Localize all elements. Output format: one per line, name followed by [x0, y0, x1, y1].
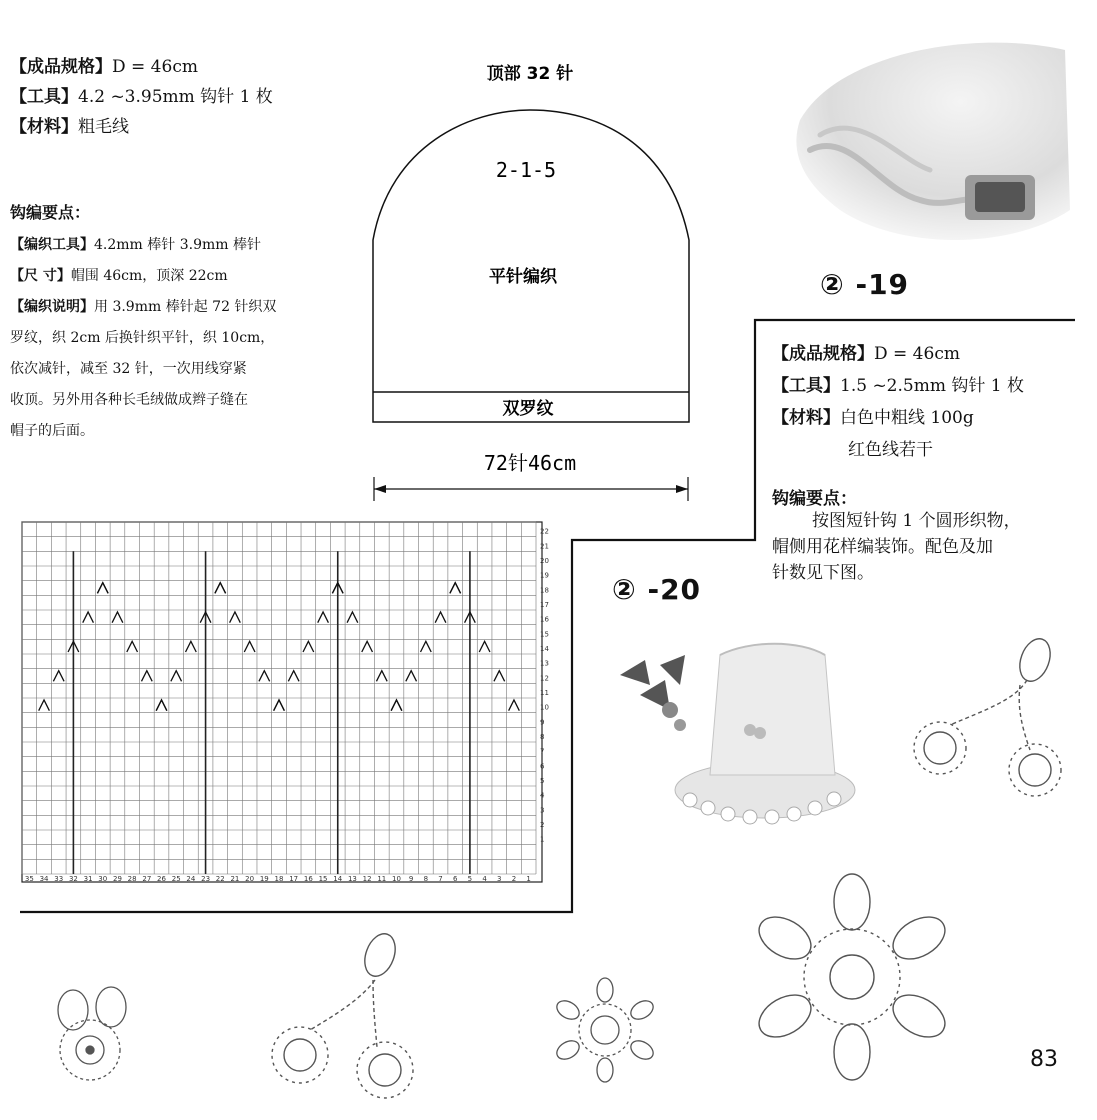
row-number: 8 — [540, 733, 545, 742]
spec-row: 【成品规格】D = 46cm — [772, 344, 960, 364]
column-number: 31 — [83, 875, 93, 883]
row-number: 1 — [540, 835, 545, 844]
body-label: 平针编织 — [489, 267, 557, 287]
row-number: 16 — [540, 615, 549, 624]
row-number: 19 — [540, 571, 549, 580]
spec-row: 【材料】白色中粗线 100g — [772, 408, 974, 428]
column-number: 2 — [511, 875, 517, 883]
row-number: 21 — [540, 542, 549, 551]
pattern-label-20: ② -20 — [612, 573, 702, 606]
spec-row: 【工具】4.2 ~3.95mm 钩针 1 枚 — [10, 87, 273, 107]
column-number: 26 — [157, 875, 166, 883]
decrease-label: 2-1-5 — [495, 158, 557, 182]
column-number: 5 — [467, 875, 473, 883]
row-number: 9 — [540, 718, 545, 727]
spec-row: 【工具】1.5 ~2.5mm 钩针 1 枚 — [772, 376, 1024, 396]
column-number: 16 — [303, 875, 313, 883]
column-number: 22 — [215, 875, 225, 883]
column-number: 32 — [68, 875, 78, 883]
row-number: 10 — [540, 703, 549, 712]
motif-circle-small — [45, 985, 145, 1095]
flower-motif-small — [550, 975, 660, 1085]
note-row: 针数见下图。 — [772, 563, 874, 583]
spec-row: 红色线若干 — [848, 440, 933, 460]
row-number: 2 — [540, 821, 545, 830]
note-row: 按图短针钩 1 个圆形织物， — [812, 511, 1021, 531]
right-notes-title: 钩编要点： — [772, 489, 857, 509]
note-row: 【尺 寸】帽围 46cm，顶深 22cm — [10, 268, 228, 284]
column-number: 30 — [98, 875, 108, 883]
column-number: 3 — [497, 875, 502, 883]
width-label: 72针46cm — [483, 451, 577, 475]
column-number: 6 — [452, 875, 458, 883]
column-number: 7 — [438, 875, 443, 883]
row-number: 4 — [540, 791, 545, 800]
note-row: 帽侧用花样编装饰。配色及加 — [772, 537, 993, 557]
page-number: 83 — [1030, 1047, 1058, 1072]
column-number: 13 — [347, 875, 357, 883]
hat-photo-19 — [780, 40, 1080, 250]
spec-row: 【材料】粗毛线 — [10, 117, 129, 137]
row-number: 17 — [540, 601, 549, 610]
row-number: 6 — [540, 762, 545, 771]
row-number: 22 — [540, 527, 549, 536]
column-number: 4 — [482, 875, 487, 883]
note-row: 依次减针，减至 32 针，一次用线穿紧 — [10, 361, 247, 377]
row-number: 14 — [540, 645, 549, 654]
column-number: 15 — [318, 875, 328, 883]
row-number: 15 — [540, 630, 549, 639]
row-number: 7 — [540, 747, 545, 756]
column-number: 33 — [54, 875, 64, 883]
hat-photo-20 — [600, 615, 880, 830]
column-number: 9 — [408, 875, 414, 883]
flower-motif-large — [745, 870, 960, 1085]
right-notes — [772, 508, 1021, 586]
column-number: 27 — [142, 875, 152, 883]
column-number: 8 — [423, 875, 429, 883]
column-number: 35 — [24, 875, 34, 883]
cherry-motif-large — [895, 630, 1075, 805]
column-number: 23 — [201, 875, 211, 883]
column-number: 12 — [362, 875, 372, 883]
right-specs — [772, 338, 1024, 466]
column-number: 19 — [259, 875, 269, 883]
column-number: 25 — [171, 875, 181, 883]
left-notes-title: 钩编要点： — [10, 203, 91, 222]
column-number: 29 — [112, 875, 122, 883]
row-number: 11 — [540, 689, 549, 698]
column-number: 14 — [333, 875, 343, 883]
column-number: 34 — [39, 875, 49, 883]
note-row: 【编织工具】4.2mm 棒针 3.9mm 棒针 — [10, 237, 261, 253]
row-number: 20 — [540, 557, 549, 566]
hat-top-label: 顶部 32 针 — [486, 64, 574, 84]
note-row: 【编织说明】用 3.9mm 棒针起 72 针织双 — [10, 299, 277, 315]
row-number: 13 — [540, 659, 549, 668]
note-row: 罗纹，织 2cm 后换针织平针，织 10cm， — [10, 330, 275, 346]
note-row: 收顶。另外用各种长毛绒做成辫子缝在 — [10, 392, 248, 408]
column-number: 17 — [289, 875, 299, 883]
row-number: 12 — [540, 674, 549, 683]
column-number: 11 — [377, 875, 387, 883]
column-number: 24 — [186, 875, 196, 883]
pattern-label-19: ② -19 — [820, 268, 910, 301]
spec-row: 【成品规格】D = 46cm — [10, 57, 198, 77]
column-number: 21 — [230, 875, 240, 883]
cherry-motif-bottom — [265, 925, 455, 1100]
rib-label: 双罗纹 — [502, 399, 554, 419]
column-number: 18 — [274, 875, 284, 883]
row-number: 5 — [540, 777, 545, 786]
row-number: 18 — [540, 586, 549, 595]
column-number: 10 — [392, 875, 401, 883]
note-row: 帽子的后面。 — [10, 423, 94, 439]
column-number: 20 — [245, 875, 255, 883]
column-number: 28 — [127, 875, 137, 883]
column-number: 1 — [526, 875, 531, 883]
row-number: 3 — [540, 806, 545, 815]
